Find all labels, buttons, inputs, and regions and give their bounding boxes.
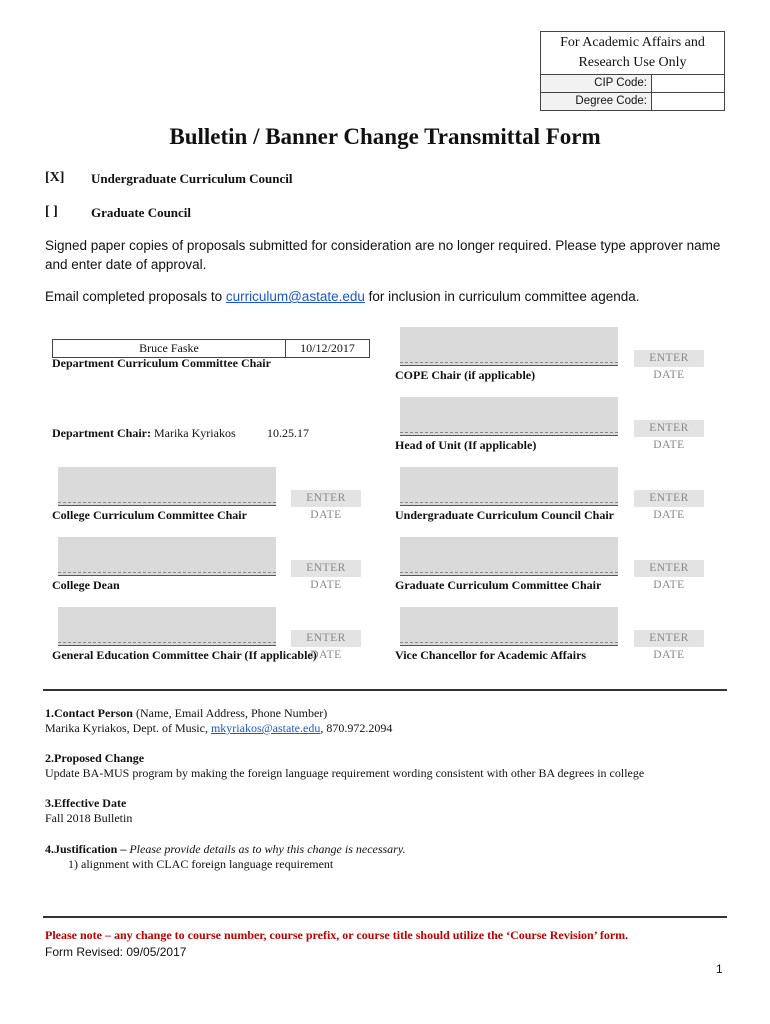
change-text: Update BA-MUS program by making the foreign language requirement wording consistent with other BA degrees in college (45, 766, 645, 780)
cip-code-label: CIP Code: (541, 75, 652, 92)
dept-committee-name[interactable]: Bruce Faske (53, 340, 286, 357)
college-dean-label: College Dean (52, 578, 120, 592)
gc-checkbox[interactable]: [ ] (45, 204, 58, 219)
dept-committee-label: Department Curriculum Committee Chair (52, 356, 271, 370)
justification-note: Please provide details as to why this change is necessary. (129, 842, 406, 856)
contact-text (45, 721, 392, 736)
justification-section-head (45, 842, 406, 857)
footer-warning: Please note – any change to course number, course prefix, or course title should utilize the ‘Course Revision’ form. (45, 928, 629, 942)
ucc-date-field[interactable]: ENTER DATE (634, 490, 704, 507)
college-dean-date-field[interactable]: ENTER DATE (291, 560, 361, 577)
email-instructions (45, 287, 725, 306)
cip-code-field[interactable] (652, 75, 724, 92)
ugc-checkbox[interactable]: [X] (45, 170, 65, 185)
contact-head: 1.Contact Person (45, 706, 133, 720)
form-revised: Form Revised: 09/05/2017 (45, 945, 187, 959)
justification-item: 1) alignment with CLAC foreign language requirement (68, 857, 334, 871)
degree-code-label: Degree Code: (541, 93, 652, 110)
college-dean-signature-field[interactable] (58, 537, 276, 576)
section-divider-bottom (43, 916, 727, 918)
college-committee-date-field[interactable]: ENTER DATE (291, 490, 361, 507)
curriculum-email-link[interactable]: curriculum@astate.edu (225, 289, 365, 304)
research-use-header: For Academic Affairs and Research Use Only (541, 32, 724, 75)
dept-chair-label: Department Chair: (52, 426, 151, 440)
head-unit-label: Head of Unit (If applicable) (395, 438, 537, 452)
gcc-label: Graduate Curriculum Committee Chair (395, 578, 602, 592)
ucc-signature-field[interactable] (400, 467, 618, 506)
effective-head: 3.Effective Date (45, 796, 127, 810)
contact-prefix: Marika Kyriakos, Dept. of Music, (45, 721, 211, 735)
degree-code-field[interactable] (652, 93, 724, 110)
vc-date-field[interactable]: ENTER DATE (634, 630, 704, 647)
contact-section-head (45, 706, 327, 721)
justification-head: 4.Justification – (45, 842, 130, 856)
contact-email-link[interactable]: mkyriakos@astate.edu (210, 721, 321, 735)
gen-ed-date-field[interactable]: ENTER DATE (291, 630, 361, 647)
college-committee-signature-field[interactable] (58, 467, 276, 506)
vc-signature-field[interactable] (400, 607, 618, 646)
email-suffix: for inclusion in curriculum committee agenda. (364, 289, 640, 304)
cope-date-field[interactable]: ENTER DATE (634, 350, 704, 367)
instructions-text: Signed paper copies of proposals submitted for consideration are no longer required. Please type approver name and enter date of approval. (45, 238, 721, 272)
form-title: Bulletin / Banner Change Transmittal Form (169, 124, 601, 149)
page-number: 1 (716, 962, 723, 976)
cope-label: COPE Chair (if applicable) (395, 368, 536, 382)
contact-suffix: , 870.972.2094 (320, 721, 393, 735)
cip-code-row (541, 75, 724, 93)
head-unit-signature-field[interactable] (400, 397, 618, 436)
dept-chair-date[interactable]: 10.25.17 (267, 426, 309, 440)
cope-signature-field[interactable] (400, 327, 618, 366)
effective-text: Fall 2018 Bulletin (45, 811, 133, 825)
section-divider-top (43, 689, 727, 691)
gen-ed-signature-field[interactable] (58, 607, 276, 646)
change-head: 2.Proposed Change (45, 751, 145, 765)
ugc-label: Undergraduate Curriculum Council (91, 171, 293, 186)
degree-code-row (541, 93, 724, 110)
research-use-box (540, 31, 725, 111)
college-committee-label: College Curriculum Committee Chair (52, 508, 247, 522)
email-prefix: Email completed proposals to (45, 289, 226, 304)
contact-head-note: (Name, Email Address, Phone Number) (132, 706, 328, 720)
gcc-signature-field[interactable] (400, 537, 618, 576)
gc-label: Graduate Council (91, 205, 192, 220)
gen-ed-label: General Education Committee Chair (If applicable) (52, 648, 317, 662)
head-unit-date-field[interactable]: ENTER DATE (634, 420, 704, 437)
dept-chair-name[interactable]: Marika Kyriakos (153, 426, 236, 440)
ucc-label: Undergraduate Curriculum Council Chair (395, 508, 614, 522)
dept-committee-date[interactable]: 10/12/2017 (300, 341, 355, 355)
gcc-date-field[interactable]: ENTER DATE (634, 560, 704, 577)
dept-chair-entry (52, 426, 236, 441)
vc-label: Vice Chancellor for Academic Affairs (395, 648, 587, 662)
